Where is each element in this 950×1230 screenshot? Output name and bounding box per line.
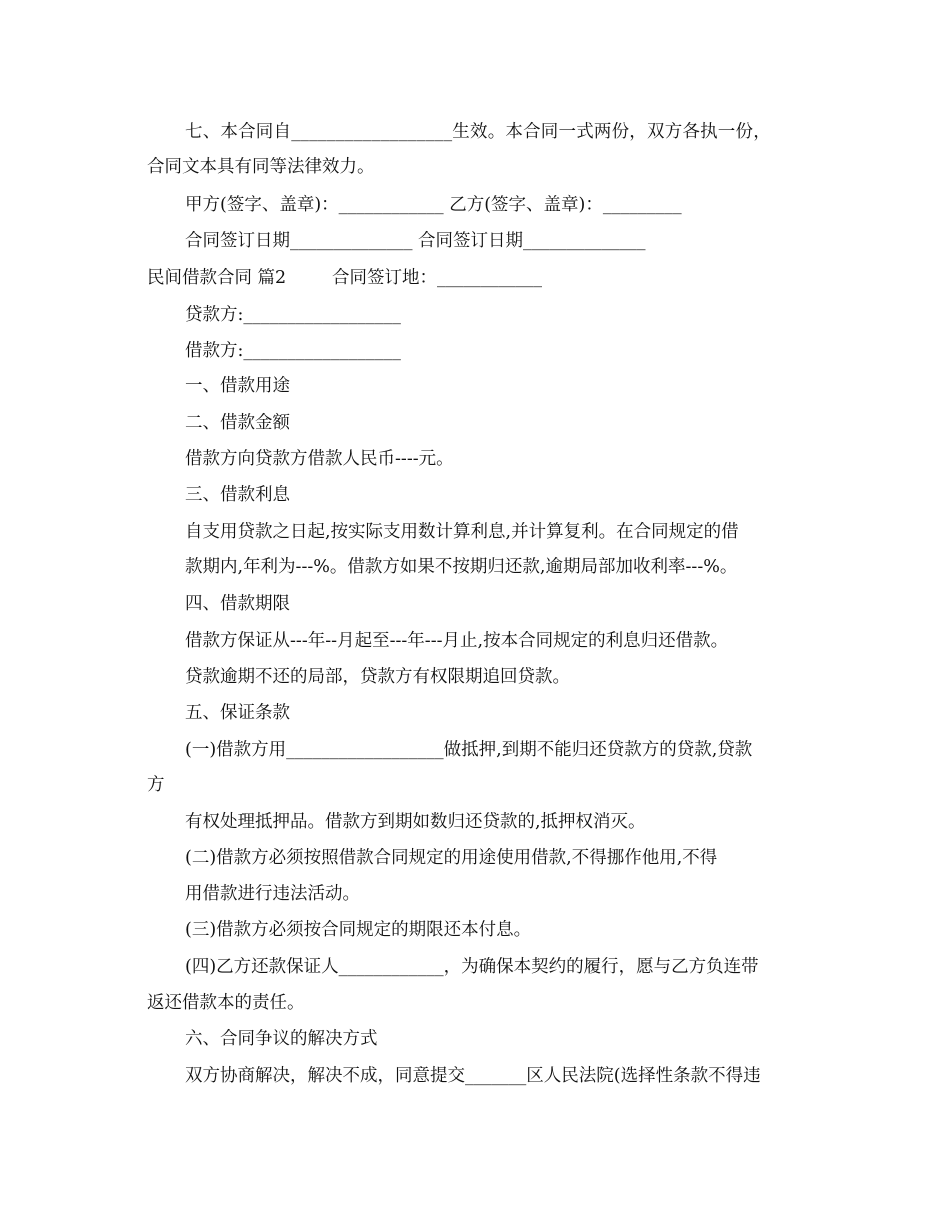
guarantee-3-line: (三)借款方必须按合同规定的期限还本付息。	[185, 920, 532, 940]
heading-loan-interest: 三、借款利息	[185, 485, 290, 505]
borrower-line: 借款方:__________________	[185, 341, 401, 361]
dispute-text-line: 双方协商解决，解决不成，同意提交_______区人民法院(选择性条款不得违	[185, 1066, 761, 1086]
guarantee-2-line-1: (二)借款方必须按照借款合同规定的用途使用借款,不得挪作他用,不得	[185, 848, 718, 868]
signature-line: 甲方(签字、盖章)：____________ 乙方(签字、盖章)：_________	[185, 195, 682, 215]
guarantee-1-line-1: (一)借款方用__________________做抵押,到期不能归还贷款方的贷款,贷款	[185, 740, 753, 760]
clause-7-line-1: 七、本合同自__________________生效。本合同一式两份，双方各执一份，	[185, 122, 771, 142]
term-text-line-2: 贷款逾期不还的局部，贷款方有权限期追回贷款。	[185, 667, 570, 687]
section-title: 民间借款合同 篇2	[147, 268, 287, 288]
lender-line: 贷款方:__________________	[185, 305, 401, 325]
term-text-line-1: 借款方保证从---年--月起至---年---月止,按本合同规定的利息归还借款。	[185, 631, 729, 651]
heading-loan-purpose: 一、借款用途	[185, 376, 290, 396]
clause-7-line-2: 合同文本具有同等法律效力。	[147, 157, 375, 177]
guarantee-1-line-3: 有权处理抵押品。借款方到期如数归还贷款的,抵押权消灭。	[185, 812, 646, 832]
sign-date-line: 合同签订日期______________ 合同签订日期______________	[185, 231, 646, 251]
interest-text-line-1: 自支用贷款之日起,按实际支用数计算利息,并计算复利。在合同规定的借	[185, 522, 739, 542]
heading-loan-amount: 二、借款金额	[185, 413, 290, 433]
interest-text-line-2: 款期内,年利为---%。借款方如果不按期归还款,逾期局部加收利率---%。	[185, 557, 738, 577]
guarantee-1-line-2: 方	[147, 775, 165, 795]
guarantee-4-line-1: (四)乙方还款保证人____________，为确保本契约的履行，愿与乙方负连带	[185, 957, 759, 977]
heading-guarantee: 五、保证条款	[185, 703, 290, 723]
heading-loan-term: 四、借款期限	[185, 594, 290, 614]
guarantee-2-line-2: 用借款进行违法活动。	[185, 884, 360, 904]
heading-dispute: 六、合同争议的解决方式	[185, 1029, 378, 1049]
sign-place-line: 合同签订地：____________	[332, 268, 542, 288]
guarantee-4-line-2: 返还借款本的责任。	[147, 993, 305, 1013]
loan-amount-text: 借款方向贷款方借款人民币----元。	[185, 449, 454, 469]
